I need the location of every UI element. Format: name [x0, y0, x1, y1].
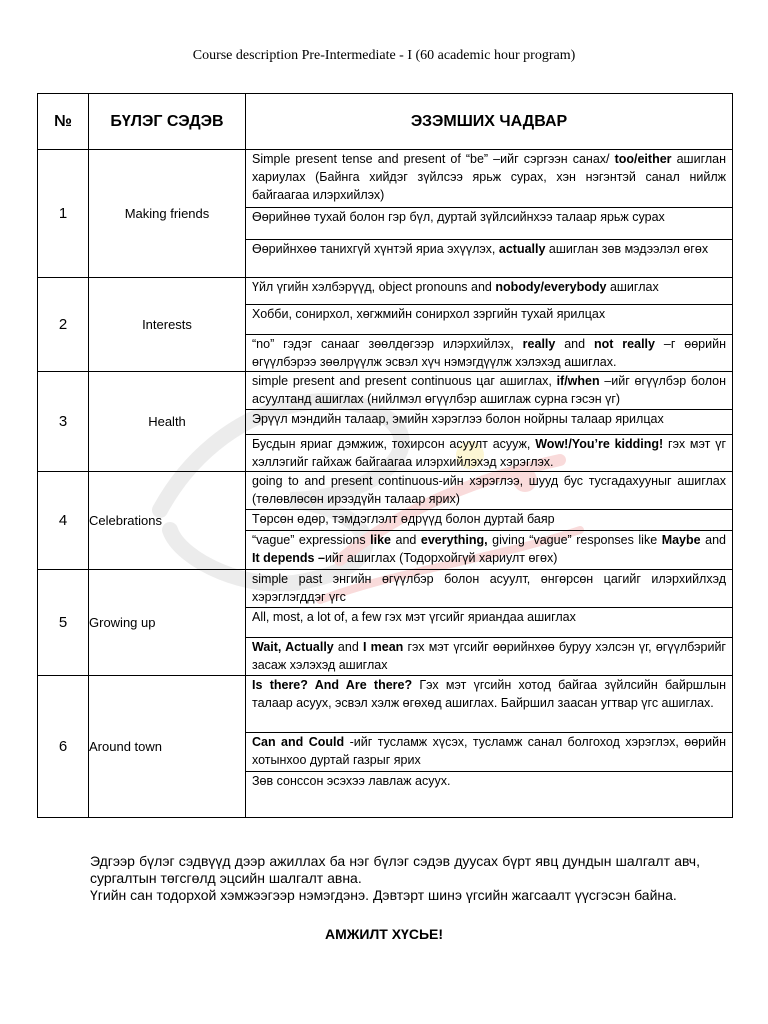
skill-item: [246, 570, 732, 607]
row-topic: Growing up: [89, 570, 246, 676]
skill-item: [246, 150, 732, 207]
skill-keyword: Can and Could: [252, 735, 345, 749]
footer-line-1: Эдгээр бүлэг сэдвүүд дээр ажиллах ба нэг бүлэг сэдэв дуусах бүрт явц дундын шалгалт авч, сургалтын төгсгөлд эцсийн шалгалт авна.: [90, 853, 700, 886]
course-table: [37, 93, 733, 818]
skill-text: and: [391, 533, 421, 547]
skill-text: going to and present continuous-ийн хэрэглээ, шууд бус тусгадахууныг ашиглах (төлөвлөсөн ирээдүйн талаар ярих): [252, 474, 726, 506]
skill-text: гэх мэт үг хэллэгийг гайхаж байгаагаа илэрхийлэхэд хэрэглэх.: [252, 437, 726, 469]
skill-item: [246, 771, 732, 817]
skill-keyword: Maybe: [661, 533, 701, 547]
row-skills: [246, 570, 733, 676]
table-row: [38, 472, 733, 570]
skill-item: [246, 637, 732, 675]
table-row: [38, 372, 733, 472]
skill-text: Төрсөн өдөр, тэмдэглэлт өдрүүд болон дуртай баяр: [252, 512, 555, 526]
skill-item: [246, 530, 732, 569]
skill-text: and: [700, 533, 726, 547]
skill-text: Хобби, сонирхол, хөгжмийн сонирхол зэргийн тухай ярилцах: [252, 307, 606, 321]
skill-text: simple past энгийн өгүүлбэр болон асуулт, өнгөрсөн цагийг илэрхийлхэд хэрэглэгддэг үгс: [252, 572, 726, 604]
row-number: 5: [38, 570, 89, 676]
row-number: 4: [38, 472, 89, 570]
skill-text: Гэх мэт үгсийн хотод байгаа зүйлсийн байршлын талаар асуух, эсвэл хэлж өгөхөд ашиглах. Байршил заасан угтвар үгс ашиглах.: [252, 678, 727, 710]
skill-text: Үйл үгийн хэлбэрүүд, object pronouns and: [252, 280, 496, 294]
skill-keyword: really: [522, 337, 556, 351]
row-skills: [246, 150, 733, 278]
row-skills: [246, 278, 733, 372]
skill-text: ийг ашиглах (Тодорхойгүй хариулт өгөх): [324, 551, 558, 565]
skill-keyword: everything,: [420, 533, 488, 547]
skill-item: [246, 607, 732, 637]
row-skills: [246, 472, 733, 570]
footer-line-2: Үгийн сан тодорхой хэмжээгээр нэмэгдэнэ. Дэвтэрт шинэ үгсийн жагсаалт үүсгэсэн байна.: [90, 887, 677, 903]
skill-text: гэх мэт үгсийг өөрийнхөө буруу хэлсэн үг, өгүүлбэрийг засаж хэлэхэд ашиглах: [252, 640, 726, 672]
skill-keyword: not really: [593, 337, 655, 351]
skill-text: Зөв сонссон эсэхээ лавлаж асуух.: [252, 774, 451, 788]
table-row: [38, 150, 733, 278]
footer-notes: [90, 853, 700, 904]
header-number: №: [38, 94, 89, 150]
skill-text: “no” гэдэг санааг зөөлдөгээр илэрхийлэх,: [252, 337, 523, 351]
skill-item: [246, 676, 732, 732]
skill-keyword: Wow!/You’re kidding!: [535, 437, 664, 451]
skill-keyword: like: [370, 533, 391, 547]
row-number: 2: [38, 278, 89, 372]
skill-text: –г өөрийн өгүүлбэрээ зөөлрүүлж эсвэл хүч нэмэгдүүлж хэлэхэд ашиглах.: [252, 337, 726, 369]
row-topic: Celebrations: [89, 472, 246, 570]
skill-text: All, most, a lot of, a few гэх мэт үгсийг яриандаа ашиглах: [252, 610, 576, 624]
row-skills: [246, 676, 733, 818]
row-number: 1: [38, 150, 89, 278]
skill-text: Өөрийнөө тухай болон гэр бүл, дуртай зүйлсийнхээ талаар ярьж сурах: [252, 210, 665, 224]
row-topic: Health: [89, 372, 246, 472]
skill-text: giving “vague” responses like: [487, 533, 662, 547]
row-topic: Making friends: [89, 150, 246, 278]
document-title: Course description Pre-Intermediate - I (60 academic hour program): [192, 48, 576, 63]
skill-item: [246, 304, 732, 334]
skill-text: “vague” expressions: [252, 533, 371, 547]
header-skills: ЭЗЭМШИХ ЧАДВАР: [246, 94, 733, 150]
table-row: [38, 570, 733, 676]
skill-text: Simple present tense and present of “be” –ийг сэргээн санах/: [252, 152, 615, 166]
row-skills: [246, 372, 733, 472]
row-topic: Around town: [89, 676, 246, 818]
skill-text: ашиглан зөв мэдээлэл өгөх: [545, 242, 709, 256]
skill-text: Эрүүл мэндийн талаар, эмийн хэрэглээ болон нойрны талаар ярилцах: [252, 412, 664, 426]
skill-text: simple present and present continuous цаг ашиглах,: [252, 374, 557, 388]
skill-text: and: [333, 640, 363, 654]
skill-item: [246, 472, 732, 509]
skill-keyword: nobody/everybody: [495, 280, 607, 294]
row-number: 6: [38, 676, 89, 818]
skill-item: [246, 239, 732, 277]
skill-text: ашиглах: [606, 280, 659, 294]
table-row: [38, 278, 733, 372]
skill-keyword: actually: [498, 242, 546, 256]
skill-keyword: I mean: [362, 640, 404, 654]
skill-text: -ийг тусламж хүсэх, тусламж санал болгоход хэрэглэх, өөрийн хотынхоо дуртай газрыг ярих: [252, 735, 726, 767]
skill-keyword: Is there? And Are there?: [252, 678, 413, 692]
row-topic: Interests: [89, 278, 246, 372]
success-wish: АМЖИЛТ ХҮСЬЕ!: [324, 926, 444, 942]
table-row: [38, 676, 733, 818]
header-topic: БҮЛЭГ СЭДЭВ: [89, 94, 246, 150]
skill-text: ашиглан хариулах (Байнга хийдэг зүйлсээ ярьж сурах, хэн нэгэнтэй санал нийлж байгаагаа илэрхийлэх): [252, 152, 726, 202]
skill-item: [246, 334, 732, 371]
skill-item: [246, 278, 732, 304]
skill-item: [246, 409, 732, 434]
skill-item: [246, 207, 732, 239]
skill-keyword: Wait, Actually: [252, 640, 334, 654]
skill-keyword: if/when: [556, 374, 600, 388]
row-number: 3: [38, 372, 89, 472]
table-header-row: [38, 94, 733, 150]
skill-text: Бусдын яриаг дэмжиж, тохирсон асуулт асууж,: [252, 437, 536, 451]
skill-keyword: It depends –: [252, 551, 325, 565]
skill-text: Өөрийнхөө танихгүй хүнтэй яриа эхүүлэх,: [252, 242, 499, 256]
skill-item: [246, 372, 732, 409]
skill-item: [246, 732, 732, 771]
skill-keyword: too/either: [614, 152, 672, 166]
skill-item: [246, 509, 732, 530]
skill-item: [246, 434, 732, 471]
skill-text: –ийг өгүүлбэр болон асуултанд ашиглах (нийлмэл өгүүлбэр ашиглаж сурна гэсэн үг): [252, 374, 726, 406]
skill-text: and: [555, 337, 594, 351]
